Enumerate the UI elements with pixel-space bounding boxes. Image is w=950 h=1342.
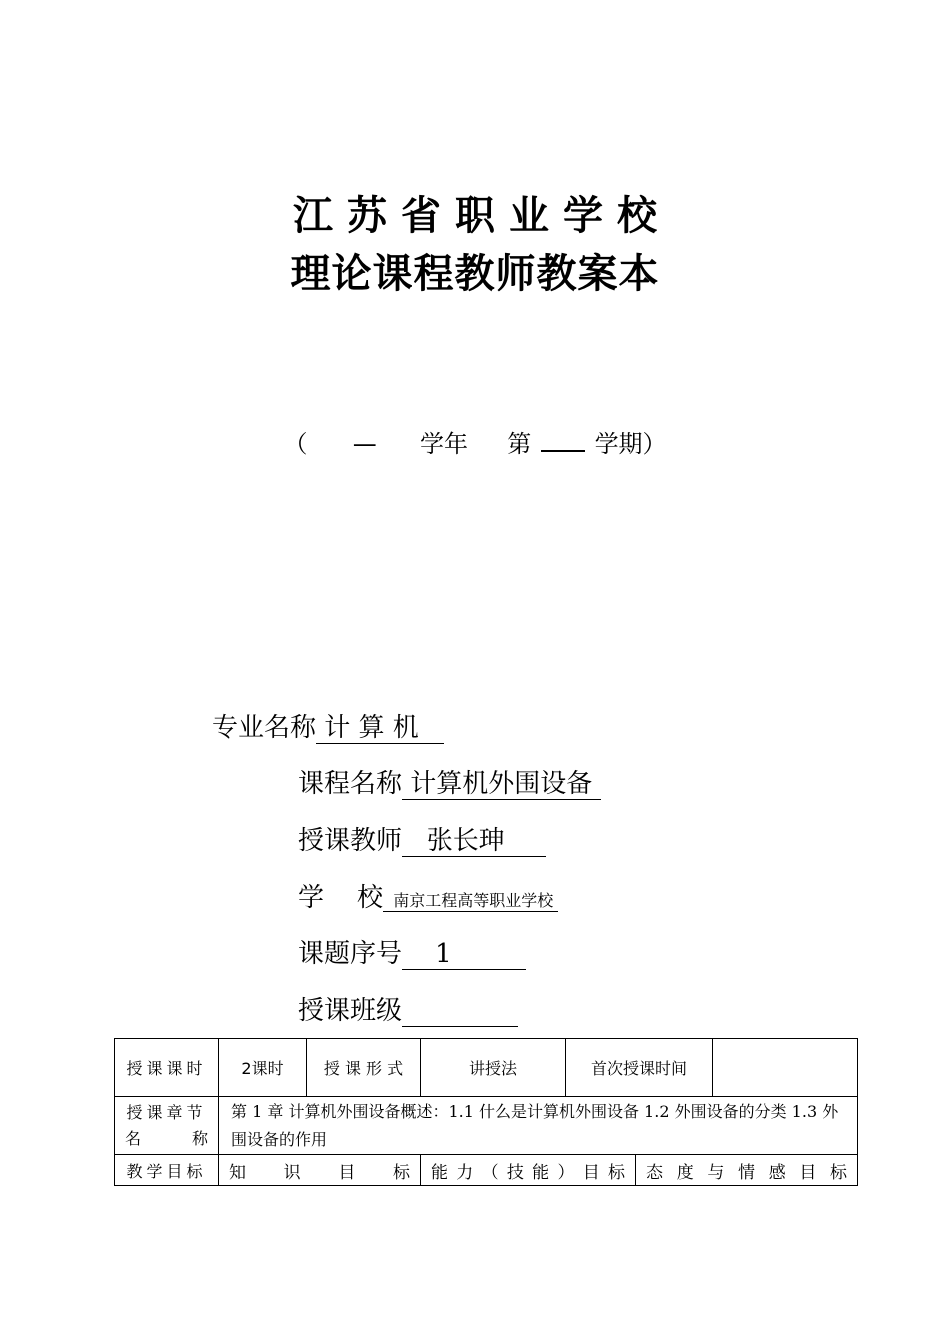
table-row xyxy=(115,1097,858,1155)
class-row xyxy=(298,994,518,1028)
goal-knowledge: 知识目标 xyxy=(219,1155,421,1186)
lesson-info-table xyxy=(114,1038,858,1186)
class-label: 授课班级 xyxy=(298,996,403,1026)
first-time-label: 首次授课时间 xyxy=(566,1039,713,1097)
goal-attitude: 态度与情感目标 xyxy=(636,1155,858,1186)
major-label: 专业名称 xyxy=(212,713,317,743)
table-row xyxy=(115,1155,858,1186)
term-line xyxy=(0,428,950,460)
major-value: 计 算 机 xyxy=(316,713,444,743)
form-value: 讲授法 xyxy=(421,1039,566,1097)
form-label: 授 课 形 式 xyxy=(307,1039,421,1097)
teacher-row xyxy=(298,824,546,858)
chapter-label-line-2: 名 称 xyxy=(125,1128,208,1148)
topic-number-row xyxy=(298,937,526,971)
school-row xyxy=(298,881,558,915)
school-value: 南京工程高等职业学校 xyxy=(383,891,559,910)
term-open-paren: （ xyxy=(283,430,308,458)
school-label: 学 校 xyxy=(298,883,384,913)
class-value xyxy=(402,996,518,1027)
teacher-label: 授课教师 xyxy=(298,826,403,856)
course-row xyxy=(298,767,601,801)
semester-blank xyxy=(541,428,585,452)
term-dash: — xyxy=(352,430,377,458)
term-school-year: 学年 xyxy=(420,430,468,458)
chapter-label xyxy=(115,1097,219,1155)
topic-number-label: 课题序号 xyxy=(298,939,403,969)
table-row xyxy=(115,1039,858,1097)
goal-ability: 能力（技能）目标 xyxy=(421,1155,636,1186)
goal-label: 教学目标 xyxy=(115,1155,219,1186)
chapter-label-line-1: 授课章节 xyxy=(126,1102,207,1122)
first-time-value[interactable] xyxy=(713,1039,858,1097)
course-value: 计算机外围设备 xyxy=(402,769,601,799)
hours-label: 授课课时 xyxy=(115,1039,219,1097)
term-di: 第 xyxy=(507,430,532,458)
course-label: 课程名称 xyxy=(298,769,403,799)
chapter-value: 第 1 章 计算机外围设备概述：1.1 什么是计算机外围设备 1.2 外围设备的分类 1.3 外围设备的作用 xyxy=(219,1097,858,1155)
title-line-2: 理论课程教师教案本 xyxy=(290,251,660,297)
teacher-value: 张长珅 xyxy=(402,826,547,856)
hours-value: 2课时 xyxy=(219,1039,307,1097)
topic-number-value: 1 xyxy=(402,939,526,969)
title-line-1: 江苏省职业学校 xyxy=(293,193,671,239)
term-semester: 学期） xyxy=(594,430,667,458)
major-row xyxy=(212,711,444,745)
